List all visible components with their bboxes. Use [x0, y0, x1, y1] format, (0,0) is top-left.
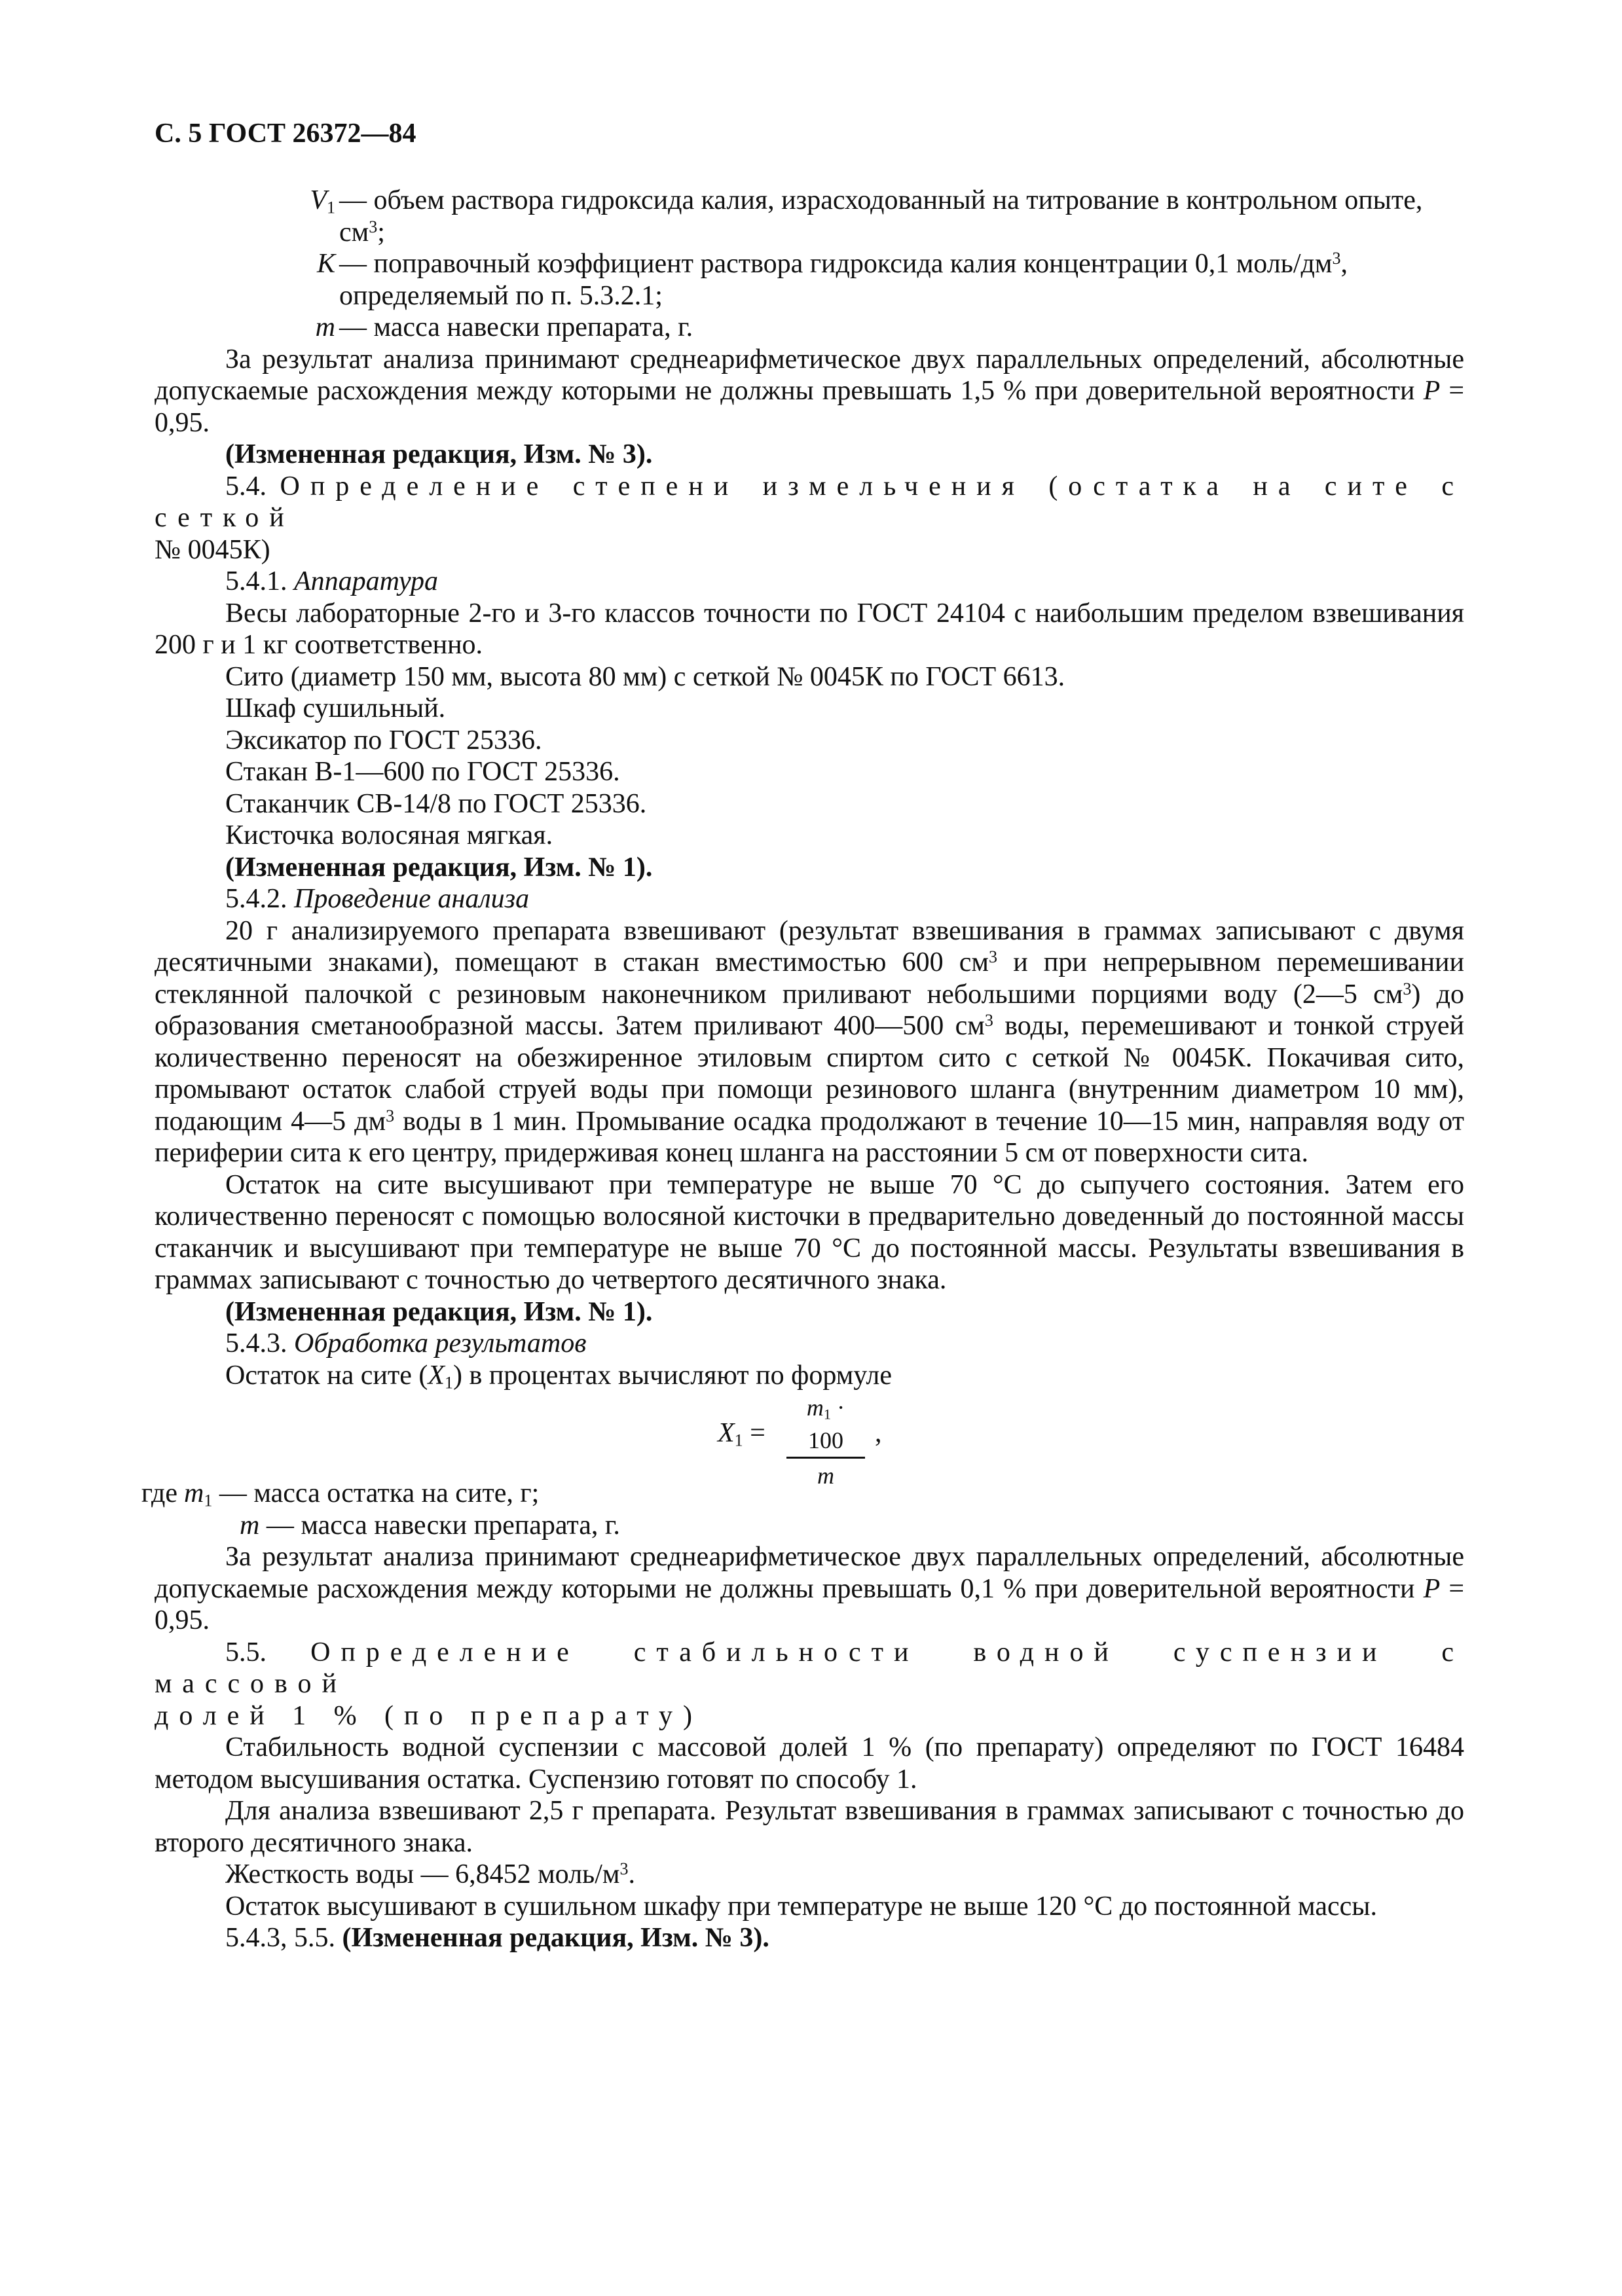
formula-lhs: X [718, 1418, 735, 1448]
definition-text: — объем раствора гидроксида калия, израсходованный на титрование в контрольном опыте, [339, 185, 1423, 215]
section-5-5-heading-cont: долей 1 % (по препарату) [155, 1700, 703, 1731]
equipment-item: Сито (диаметр 150 мм, высота 80 мм) с сеткой № 0045К по ГОСТ 6613. [225, 661, 1065, 692]
amendment-note: (Измененная редакция, Изм. № 1). [225, 852, 653, 883]
equipment-item: Шкаф сушильный. [225, 693, 446, 723]
amendment-note: (Измененная редакция, Изм. № 3). [225, 439, 653, 469]
equipment-item: Стакан В-1—600 по ГОСТ 25336. [225, 757, 620, 787]
section-5-5-heading: 5.5. Определение стабильности водной суспензии с массовой [155, 1637, 1465, 1699]
section-5-4-heading-cont: № 0045К) [155, 534, 270, 565]
where-definition: m — масса навески препарата, г. [240, 1510, 620, 1540]
section-5-4-3-heading: 5.4.3. Обработка результатов [225, 1328, 587, 1358]
symbol: m [315, 312, 335, 342]
definition-text: — масса навески препарата, г. [339, 312, 693, 342]
equipment-item: Стаканчик СВ-14/8 по ГОСТ 25336. [225, 788, 647, 819]
page-header: С. 5 ГОСТ 26372—84 [155, 118, 416, 149]
paragraph: Стабильность водной суспензии с массовой долей 1 % (по препарату) определяют по ГОСТ 16484 методом высушивания остатка. Суспензию готовят по способу 1. [155, 1732, 1464, 1795]
formula-fraction: $\frac{m_1 \cdot 100}{m}$ [786, 1391, 865, 1493]
paragraph: Остаток высушивают в сушильном шкафу при температуре не выше 120 °C до постоянной массы. [225, 1891, 1377, 1922]
definition-k: K — поправочный коэффициент раствора гидроксида калия концентрации 0,1 моль/$дм^3$, определяемый по п. 5.3.2.1; [316, 248, 1348, 311]
equipment-item: Весы лабораторные 2-го и 3-го классов точности по ГОСТ 24104 с наибольшим пределом взвешивания 200 г и 1 кг соответственно. [155, 598, 1464, 660]
section-5-4-2-heading: 5.4.2. Проведение анализа [225, 884, 530, 914]
symbol: K [316, 249, 335, 279]
paragraph: За результат анализа принимают среднеарифметическое двух параллельных определений, абсолютные допускаемые расхождения между которыми не должны превышать 1,5 % при доверительной вероятности P = 0,95. [155, 344, 1465, 438]
amendment-note: (Измененная редакция, Изм. № 1). [225, 1296, 653, 1327]
equipment-item: Кисточка волосяная мягкая. [225, 820, 553, 850]
paragraph: Остаток на сите высушивают при температуре не выше 70 °C до сыпучего состояния. Затем его количественно переносят с помощью волосяной кисточки в предварительно доведенный до постоянной массы стаканчик и высушивают при температуре не выше 70 °C до постоянной массы. Результаты взвешивания в граммах записывают с точностью до четвертого десятичного знака. [155, 1169, 1464, 1295]
equipment-item: Эксикатор по ГОСТ 25336. [225, 725, 542, 756]
paragraph: За результат анализа принимают среднеарифметическое двух параллельных определений, абсолютные допускаемые расхождения между которыми не должны превышать 0,1 % при доверительной вероятности P = 0,95. [155, 1542, 1465, 1635]
definition-v1: $V_1$ — объем раствора гидроксида калия, израсходованный на титрование в контрольном опыте, $см^3$; [310, 185, 1423, 247]
definition-text: — поправочный коэффициент раствора гидроксида калия концентрации 0,1 моль/дм [339, 249, 1333, 279]
section-5-4-heading: 5.4. Определение степени измельчения (остатка на сите с сеткой [155, 471, 1464, 533]
definition-m [155, 312, 1464, 344]
paragraph: Для анализа взвешивают 2,5 г препарата. Результат взвешивания в граммах записывают с точностью до второго десятичного знака. [155, 1796, 1464, 1858]
formula-x1: $X_1$ = $\frac{m_1 \cdot 100}{m}$ , [155, 1391, 1464, 1478]
section-5-4-1-heading: 5.4.1. Аппаратура [225, 566, 439, 596]
paragraph: Остаток на сите $(X_1)$ в процентах вычисляют по формуле [225, 1360, 893, 1392]
final-amendment: 5.4.3, 5.5. (Измененная редакция, Изм. № 3). [225, 1923, 769, 1953]
where-definition: где $m_1$ — масса остатка на сите, г; [141, 1478, 540, 1510]
symbol: V [310, 185, 327, 215]
paragraph: Жесткость воды — 6,8452 моль/$м^3$. [225, 1859, 635, 1889]
paragraph: 20 г анализируемого препарата взвешивают (результат взвешивания в граммах записывают с двумя десятичными знаками), помещают в стакан вместимостью 600 $см^3$ и при непрерывном перемешивании стеклянной палочкой с резиновым наконечником приливают небольшими порциями воду (2—5 $см^3$) до образования сметанообразной массы. Затем приливают 400—500 $см^3$ воды, перемешивают и тонкой струей количественно переносят на обезжиренное этиловым спиртом сито с сеткой № 0045К. Покачивая сито, промывают остаток слабой струей воды при помощи резинового шланга (внутренним диаметром 10 мм), подающим 4—5 $дм^3$ воды в 1 мин. Промывание осадка продолжают в течение 10—15 мин, направляя воду от периферии сита к его центру, придерживая конец шланга на расстоянии 5 см от поверхности сита. [155, 915, 1465, 1168]
document-body [141, 185, 1465, 1954]
